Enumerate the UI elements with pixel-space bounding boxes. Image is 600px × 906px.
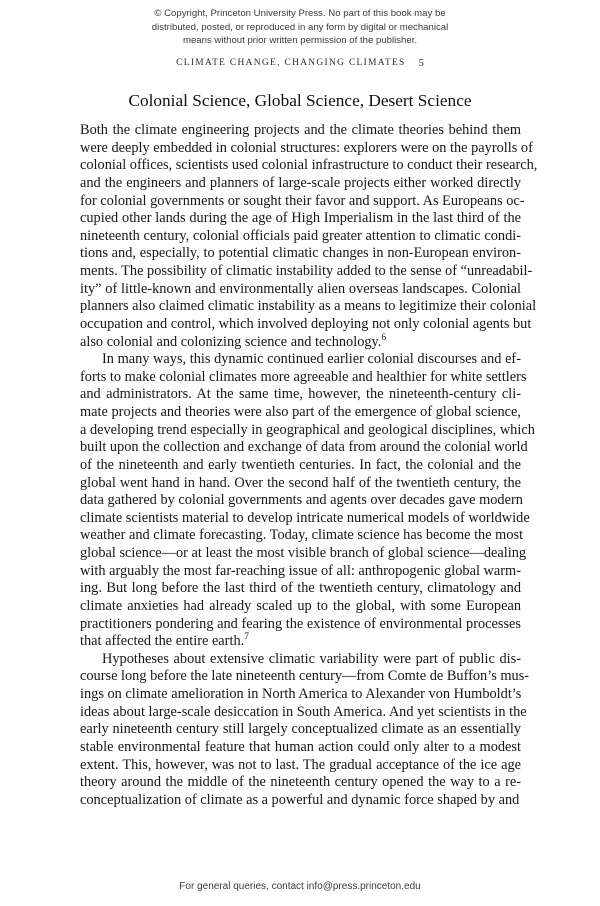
page-footer: For general queries, contact info@press.princeton.edu <box>179 881 421 892</box>
text-line: climate scientists material to develop intricate numerical models of worldwide <box>80 509 530 526</box>
text-line: In many ways, this dynamic continued earlier colonial discourses and ef- <box>102 351 521 368</box>
text-line: ideas about large-scale desiccation in South America. And yet scientists in the <box>80 703 527 720</box>
text-line: global went hand in hand. Over the second half of the twentieth century, the <box>80 474 521 491</box>
text-line: planners also claimed climatic instability as a means to legitimize their colonial <box>80 298 537 315</box>
text-line: extent. This, however, was not to last. The gradual acceptance of the ice age <box>80 756 521 773</box>
copyright-line-2: distributed, posted, or reproduced in any form by digital or mechanical <box>151 21 449 33</box>
section-heading: Colonial Science, Global Science, Desert Science <box>128 91 472 110</box>
text-line: early nineteenth century still largely conceptualized climate as an essentially <box>80 721 521 738</box>
text-line: theory around the middle of the nineteenth century opened the way to a re- <box>80 774 521 791</box>
paragraph <box>80 351 535 651</box>
text-line: for colonial governments or sought their favor and support. As Europeans oc- <box>80 192 525 209</box>
text-line: Both the climate engineering projects and the climate theories behind them <box>80 122 521 138</box>
text-line: that affected the entire earth.$^7$ <box>80 632 249 650</box>
text-line: data gathered by colonial governments and agents over decades gave modern <box>80 492 523 509</box>
text-line: built upon the collection and exchange of data from around the colonial world <box>80 439 528 456</box>
copyright-line-3: means without prior written permission of the publisher. <box>182 35 418 47</box>
text-line: conceptualization of climate as a powerful and dynamic force shaped by and <box>80 791 520 808</box>
text-line: practitioners pondering and fearing the existence of environmental processes <box>80 615 521 632</box>
text-line: tions and, especially, to potential climatic changes in non-European environ- <box>80 245 521 262</box>
paragraph-container <box>80 122 538 809</box>
text-line: course long before the late nineteenth century—from Comte de Buffon’s mus- <box>80 668 530 685</box>
paragraph <box>80 122 538 351</box>
footnote-marker[interactable]: 7 <box>244 632 249 643</box>
body-text <box>80 122 538 809</box>
text-line: with arguably the most far-reaching issue of all: anthropogenic global warm- <box>80 562 521 579</box>
text-line: climate anxieties had already scaled up to the global, with some European <box>80 597 521 614</box>
copyright-line-1: © Copyright, Princeton University Press. No part of this book may be <box>154 8 446 19</box>
text-line: ings on climate amelioration in North America to Alexander von Humboldt’s <box>80 686 522 702</box>
paragraph <box>80 650 530 810</box>
text-line: ments. The possibility of climatic instability added to the sense of “unreadabil- <box>80 263 533 279</box>
text-line: forts to make colonial climates more agreeable and healthier for white settlers <box>80 368 527 385</box>
text-line: a developing trend especially in geographical and geological disciplines, which <box>80 421 535 438</box>
running-head-title: CLIMATE CHANGE, CHANGING CLIMATES <box>176 58 406 68</box>
text-line: and administrators. At the same time, however, the nineteenth-century cli- <box>80 386 521 403</box>
text-line: global science—or at least the most visible branch of global science—dealing <box>80 545 527 561</box>
text-line: and the engineers and planners of large-scale projects either worked directly <box>80 174 521 191</box>
text-line: cupied other lands during the age of High Imperialism in the last third of the <box>80 210 521 227</box>
text-line: colonial offices, scientists used colonial infrastructure to conduct their research, <box>80 157 538 174</box>
copyright-notice <box>128 7 472 48</box>
text-line: weather and climate forecasting. Today, climate science has become the most <box>80 527 524 544</box>
text-line: were deeply embedded in colonial structures: explorers were on the payrolls of <box>80 139 533 156</box>
text-line: Hypotheses about extensive climatic variability were part of public dis- <box>102 650 521 667</box>
text-line: stable environmental feature that human action could only alter to a modest <box>80 738 521 755</box>
footnote-marker[interactable]: 6 <box>381 332 387 343</box>
text-line: ing. But long before the last third of the twentieth century, climatology and <box>80 580 521 597</box>
page-number: 5 <box>418 58 424 69</box>
text-line: also colonial and colonizing science and technology.$^6$ <box>80 332 387 350</box>
text-line: nineteenth century, colonial officials paid greater attention to climatic condi- <box>80 227 521 244</box>
text-line: occupation and control, which involved deploying not only colonial agents but <box>80 315 532 332</box>
text-line: of the nineteenth and early twentieth centuries. In fact, the colonial and the <box>80 456 521 473</box>
text-line: ity” of little-known and environmentally alien overseas landscapes. Colonial <box>80 280 521 297</box>
running-head <box>80 57 520 68</box>
text-line: mate projects and theories were also part of the emergence of global science, <box>80 404 521 420</box>
